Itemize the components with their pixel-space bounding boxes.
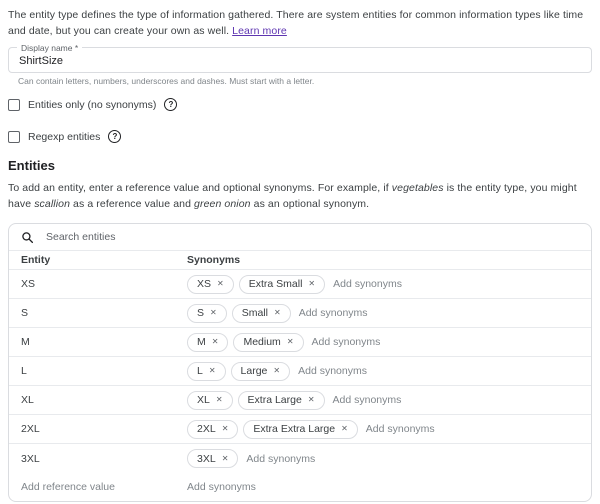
synonym-chip[interactable] <box>187 333 228 352</box>
entity-value[interactable]: 3XL <box>21 452 40 465</box>
help-icon[interactable]: ? <box>108 130 121 143</box>
add-synonyms-field[interactable]: Add synonyms <box>298 365 367 377</box>
entity-value[interactable]: S <box>21 307 29 319</box>
display-name-helper-text: Can contain letters, numbers, underscores and dashes. Must start with a letter. <box>18 76 315 86</box>
synonym-chip[interactable] <box>239 275 325 294</box>
entity-value[interactable]: M <box>21 336 30 348</box>
synonym-chip-label: L <box>197 365 203 377</box>
add-synonyms-field[interactable]: Add synonyms <box>365 423 435 435</box>
intro-text <box>8 7 592 39</box>
synonyms-cell <box>187 275 591 294</box>
add-synonyms-field[interactable]: Add synonyms <box>311 336 381 348</box>
synonym-chip[interactable] <box>187 362 226 381</box>
synonym-chip[interactable] <box>187 449 238 468</box>
synonym-chip-label: XL <box>197 394 210 406</box>
learn-more-link[interactable]: Learn more <box>232 25 287 37</box>
add-synonyms-field[interactable]: Add synonyms <box>298 307 368 319</box>
table-row <box>9 444 591 473</box>
synonym-chip-label: S <box>197 307 205 319</box>
chip-remove-icon[interactable]: ✕ <box>273 308 281 317</box>
synonym-chip-label: Extra Extra Large <box>253 423 336 435</box>
display-name-label: Display name * <box>17 43 82 53</box>
synonym-chip[interactable] <box>187 304 227 323</box>
synonym-chip[interactable] <box>187 391 233 410</box>
synonym-chip[interactable] <box>187 275 234 294</box>
intro-text-body: The entity type defines the type of information gathered. There are system entities for common information types like time and date, but you can create your own as well. <box>8 9 584 37</box>
entities-heading: Entities <box>8 158 55 173</box>
synonyms-cell <box>187 362 591 381</box>
search-entities-input[interactable] <box>44 230 579 244</box>
entities-description <box>8 180 592 212</box>
synonym-chip-label: 2XL <box>197 423 216 435</box>
chip-remove-icon[interactable]: ✕ <box>307 395 315 404</box>
synonym-chip-label: Medium <box>243 336 281 348</box>
help-icon[interactable]: ? <box>164 98 177 111</box>
synonym-chip[interactable] <box>187 420 238 439</box>
synonym-chip[interactable] <box>231 362 291 381</box>
entity-value[interactable]: L <box>21 365 27 377</box>
synonym-chip-label: 3XL <box>197 452 216 465</box>
chip-remove-icon[interactable]: ✕ <box>215 395 223 404</box>
regexp-entities-label: Regexp entities <box>28 130 101 143</box>
chip-remove-icon[interactable]: ✕ <box>221 453 229 463</box>
add-reference-value-field[interactable]: Add reference value <box>21 481 115 493</box>
synonym-chip-label: Large <box>240 365 268 377</box>
synonyms-cell <box>187 304 591 323</box>
synonym-chip[interactable] <box>232 304 291 323</box>
column-header-synonyms: Synonyms <box>187 254 241 266</box>
entity-value[interactable]: XS <box>21 278 36 290</box>
entity-value[interactable]: 2XL <box>21 423 40 435</box>
synonym-chip-label: M <box>197 336 206 348</box>
chip-remove-icon[interactable]: ✕ <box>211 337 219 346</box>
table-body <box>9 270 591 473</box>
add-synonyms-field[interactable]: Add synonyms <box>187 481 256 493</box>
entities-only-option <box>8 98 592 111</box>
column-header-entity: Entity <box>21 254 51 266</box>
table-row <box>9 270 591 299</box>
description-text: To add an entity, enter a reference value and optional synonyms. For example, if <box>8 182 392 194</box>
synonyms-cell <box>187 391 591 410</box>
search-icon <box>21 231 34 244</box>
chip-remove-icon[interactable]: ✕ <box>341 424 348 433</box>
entities-table <box>8 223 592 502</box>
entity-search-bar <box>9 224 591 251</box>
chip-remove-icon[interactable]: ✕ <box>221 424 229 433</box>
synonym-chip[interactable] <box>238 391 325 410</box>
chip-remove-icon[interactable]: ✕ <box>210 308 217 317</box>
add-entity-row <box>9 473 591 501</box>
entity-value[interactable]: XL <box>21 394 34 406</box>
synonyms-cell <box>187 420 591 439</box>
description-text: as a reference value and <box>70 198 195 210</box>
synonym-chip[interactable] <box>243 420 357 439</box>
entities-only-checkbox[interactable] <box>8 99 20 111</box>
regexp-entities-option <box>8 130 592 143</box>
synonym-chip-label: Extra Large <box>247 394 302 406</box>
table-row <box>9 328 591 357</box>
table-row <box>9 357 591 386</box>
entities-only-label: Entities only (no synonyms) <box>28 98 157 111</box>
table-header <box>9 251 591 270</box>
description-text: as an optional synonym. <box>250 198 370 210</box>
chip-remove-icon[interactable]: ✕ <box>208 366 216 375</box>
table-row <box>9 299 591 328</box>
add-synonyms-field[interactable]: Add synonyms <box>332 394 402 406</box>
synonym-chip[interactable] <box>233 333 303 352</box>
synonym-chip-label: XS <box>197 278 212 290</box>
display-name-input[interactable] <box>9 48 591 72</box>
synonyms-cell <box>187 333 591 352</box>
regexp-entities-checkbox[interactable] <box>8 131 20 143</box>
display-name-field <box>8 43 592 73</box>
synonyms-cell <box>187 449 591 468</box>
chip-remove-icon[interactable]: ✕ <box>286 337 294 346</box>
description-term: green onion <box>194 198 251 210</box>
synonym-chip-label: Extra Small <box>248 278 303 290</box>
add-synonyms-field[interactable]: Add synonyms <box>333 278 402 290</box>
description-text: is the entity type, you might have <box>8 182 577 210</box>
description-term: scallion <box>34 198 71 210</box>
chip-remove-icon[interactable]: ✕ <box>217 279 224 288</box>
synonym-chip-label: Small <box>241 307 268 319</box>
add-synonyms-field[interactable]: Add synonyms <box>246 452 316 465</box>
chip-remove-icon[interactable]: ✕ <box>308 279 316 288</box>
chip-remove-icon[interactable]: ✕ <box>273 366 281 375</box>
description-term: vegetables <box>391 182 444 194</box>
table-row <box>9 386 591 415</box>
table-row <box>9 415 591 444</box>
